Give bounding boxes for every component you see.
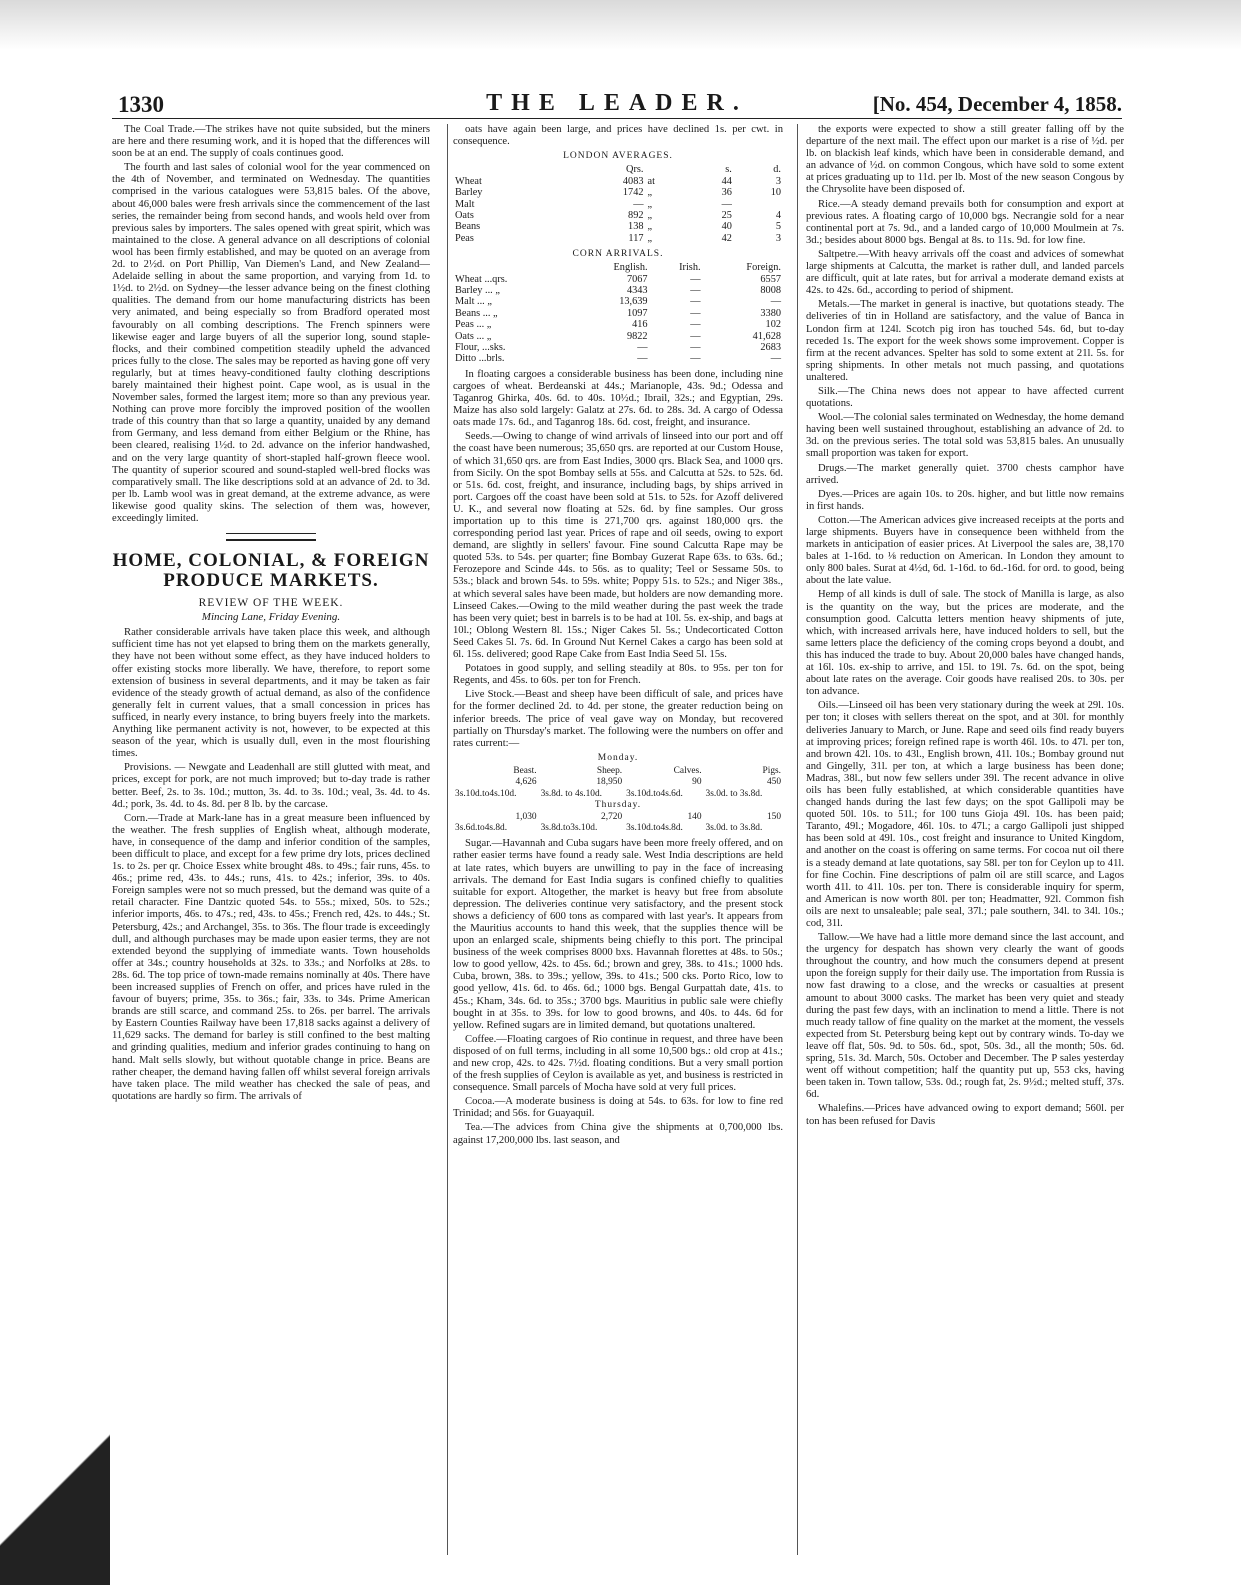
column-rule [447,124,448,1555]
article-tallow: Tallow.—We have had a little more demand since the last account, and the urgency for despatch has shown very clearly the want of goods throughout the country, and how much the consumers depend at present upon the foreign supply for their daily use. The importation from Russia is now fast drawing to a close, and the wrecks or casualties at present amount to about 3000 casks. The market has been very quiet and steady during the past few days, with an inclination to mend a little. There is not much ready tallow of fine quality on the market at the moment, the vessels expected from St. Petersburg being kept out by contrary winds. To-day we leave off flat, 50s. 9d. to 50s. 6d., spot, 50s. 3d., all the month; 50s. 6d. spring, 51s. 3d. March, 50s. October and December. The P sales yesterday went off without competition; half the quantity put up, 553 cks, having been taken in. Town tallow, 53s. 0d.; rough fat, 2s. 9½d.; melted stuff, 37s. 6d. [806,932,1124,1101]
page-header [112,88,1122,119]
table-row: Barley ... „ 4343 — 8008 [455,285,781,297]
london-averages-table [453,164,783,244]
article-potatoes: Potatoes in good supply, and selling steadily at 80s. to 95s. per ton for Regents, and 45s. to 60s. per ton for French. [453,663,783,687]
issue-date: [No. 454, December 4, 1858. [872,92,1122,116]
article-metals: Metals.—The market in general is inactive, but quotations steady. The deliveries of tin in Holland are satisfactory, and the value of Banca in London firm at 124l. Scotch pig iron has touched 54s. 6d, but to-day receded 1s. The export for the week shows some improvement. Copper is firm at the recent advances. Spelter has sold to some extent at 21l. 5s. for spring shipments. In other metals not much passing, and quotations unaltered. [806,299,1124,383]
article-cotton: Cotton.—The American advices give increased receipts at the ports and large shipments. Buyers have in consequence been withheld from the markets in anticipation of easier prices. At Liverpool the sales are, 38,170 bales at 1-16d. to ⅛ reduction on American. In London they amount to only 800 bales. Surat at 4½d, 6d. 1-16d. to 6d.-16d. for ord. to good, being about the late value. [806,514,1124,587]
london-averages-caption: LONDON AVERAGES. [563,151,673,162]
table-row: 1,030 2,720 140 150 [515,811,781,822]
article-coffee: Coffee.—Floating cargoes of Rio continue in request, and three have been disposed of on full terms, including in all some 10,500 bgs.: old crop at 41s.; and new crop, 42s. to 42s. 7½d. floating conditions. But a very small portion of the fresh supplies of Ceylon is available as yet, and business is restricted in consequence. Small parcels of Mocha have sold at very full prices. [453,1033,783,1094]
article-hemp: Hemp of all kinds is dull of sale. The stock of Manilla is large, as also is the quantity on the way, but the prices are moderate, and the consumption good. Calcutta letters mention heavy shipments of jute, which, with increased arrivals here, have induced holders to sell, but the same letters place the deficiency of the coming crops beyond a doubt, and this has induced the trade to buy. About 20,000 bales have changed hands, at 16l. 10s. ex-ship to arrive, and 15l. to 19l. 7s. 6d. on the spot, being about late rates on the average. Coir goods have realised 20s. to 30s. per ton advance. [806,589,1124,698]
table-row: Beans 138 „ 40 5 [455,221,781,233]
article-coal-trade: The Coal Trade.—The strikes have not quite subsided, but the miners are here and there resuming work, and it is hoped that the differences will soon be at an end. The supply of coals continues good. [112,124,430,160]
table-row: Flour, ...sks. — — 2683 [455,342,781,354]
masthead-title: THE LEADER. [486,90,748,116]
article-seeds: Seeds.—Owing to change of wind arrivals of linseed into our port and off the coast have been numerous; 35,650 qrs. are reported at our Custom House, of which 31,650 qrs. are from East Indies, 3000 qrs. Black Sea, and 1000 qrs. from Sicily. On the spot Bombay sells at 55s. and Calcutta at 52s. to 52s. 6d. or 51s. 6d. cost, freight, and insurance, including bags, by ships arrived in port. Cargoes off the coast have been sold at 51s. to 52s. for Azoff delivered U. K., and several now floating at 52s. 6d. by fine samples. Our gross importation up to this time is 271,700 qrs. against 180,000 qrs. the corresponding period last year. Prices of rape and oil seeds, owing to export demand, are slightly in sellers' favour. Fine sound Calcutta Rape may be quoted 53s. to 54s. per quarter; fine Bombay Guzerat Rape 63s. to 63s. 6d.; Ferozepore and Scinde 44s. to 56s. as to quality; Teel or Sessame 50s. to 53s.; black and brown 54s. to 59s. white; Poppy 51s. to 52s.; and Niger 38s., at which several sales have been made, but holders are now demanding more. Linseed Cakes.—Owing to the mild weather during the past week the trade has been very quiet; best in barrels is to be had at 10l. 5s. ex-ship, and bags at 10l.; Oblong Western 8l. 15s.; Niger Cakes 5l. 5s.; Undecorticated Cotton Seed Cakes 5l. 7s. 6d. In Ground Nut Kernel Cakes a cargo has been sold at 6l. 15s. delivered; good Rape Cake from East India Seed 5l. 15s. [453,431,783,661]
table-row: Oats 892 „ 25 4 [455,209,781,221]
corn-arrivals-caption: CORN ARRIVALS. [572,249,664,260]
table-header-row: Qrs. s. d. [626,164,781,176]
article-sugar: Sugar.—Havannah and Cuba sugars have been more freely offered, and on rather easier terms have found a ready sale. West India descriptions are held at late rates, which buyers are unwilling to pay in the face of increasing arrivals. The demand for East India sugars is confined chiefly to qualities suitable for export. Altogether, the market is heavy but free from absolute depression. The deliveries continue very satisfactory, and the present stock shows a deficiency of 600 tons as compared with last year's. It appears from the Mauritius accounts to hand this week, that the supplies thence will be upon an enlarged scale, shipments being chiefly to this port. The principal business of the week comprises 8000 bxs. Havannah florettes at 48s. to 50s.; low to good yellow, 42s. to 45s. 6d.; brown and grey, 38s. to 41s.; 1000 hds. Cuba, brown, 38s. to 39s.; yellow, 39s. to 41s.; 500 cks. Porto Rico, low to good yellow, 41s. 6d. to 46s. 6d.; 1000 bgs. Bengal Gurpattah date, 41s. to 45s.; Kham, 34s. 6d. to 35s.; 3700 bgs. Mauritius in public sale were chiefly bought in at 35s. to 39s. for low to good browns, and 40s. to 44s. 6d for yellow. Refined sugars are in limited demand, but quotations unaltered. [453,838,783,1031]
article-silk: Silk.—The China news does not appear to have affected current quotations. [806,385,1124,410]
article-drugs: Drugs.—The market generally quiet. 3700 chests camphor have arrived. [806,462,1124,486]
article-tea: Tea.—The advices from China give the shipments at 0,700,000 lbs. against 17,200,000 lbs. last season, and [453,1122,783,1146]
article-tea-continued: the exports were expected to show a still greater falling off by the departure of the next mail. The effect upon our market is a rise of ½d. per lb. on blackish leaf kinds, which have been in considerable demand, and an advance of ½d. on common Congous, which have sold to some extent at prices graduating up to 11d. per lb. Most of the new season Congous by the Chrysolite have been disposed of. [806,124,1124,196]
table-row: Barley 1742 „ 36 10 [455,187,781,199]
corn-arrivals-table [453,262,783,365]
section-heading: HOME, COLONIAL, & FOREIGN PRODUCE MARKETS. [112,550,430,592]
table-row: 3s.10d.to4s.10d. 3s.8d. to 4s.10d. 3s.10d.to4s.6d. 3s.0d. to 3s.8d. [455,788,763,799]
scan-shadow [0,0,1241,50]
review-intro: Rather considerable arrivals have taken place this week, and although sufficient time has not yet elapsed to bring them on the markets generally, they have not been without some effect, as they have induced holders to offer existing stocks more liberally. We have, therefore, to report some extension of business in several departments, and it may be taken as fair evidence of the steady growth of actual demand, as also of the confidence generally felt in current values, that a small concession in prices has sufficed, in nearly every instance, to bring buyers freely into the markets. Anything like permanent activity is not, however, to be expected at this season of the year, which is usually dull, even in the most flourishing times. [112,627,430,760]
table-row: Wheat ...qrs. 7067 — 6557 [455,273,781,285]
article-oats-continued: oats have again been large, and prices have declined 1s. per cwt. in consequence. [453,124,783,148]
page-number: 1330 [118,92,164,117]
article-floating-cargoes: In floating cargoes a considerable business has been done, including nine cargoes of wheat. Berdeanski at 44s.; Marianople, 43s. 9d.; Odessa and Taganrog Ghirka, 40s. 6d. to 40s. 10½d.; Ibrail, 32s.; and Egyptian, 29s. Maize has also sold largely: Galatz at 27s. 6d. to 28s. 3d. A cargo of Odessa oats made 17s. 6d., and Taganrog 18s. 6d. cost, freight, and insurance. [453,368,783,429]
table-row: 3s.6d.to4s.8d. 3s.8d.to3s.10d. 3s.10d.to4s.8d. 3s.0d. to 3s.8d. [455,822,763,833]
table-row: Wheat 4083 at 44 3 [455,175,781,187]
table-header-row: English. Irish. Foreign. [613,262,781,274]
monday-caption: Monday. [597,752,639,763]
column-rule [797,124,798,1555]
table-row: Ditto ...brls. — — — [455,353,781,365]
table-row: Malt — „ — [455,198,732,210]
scan-corner-shadow [0,1420,110,1585]
table-row: Malt ... „ 13,639 — — [455,296,781,308]
table-row: Oats ... „ 9822 — 41,628 [455,330,781,342]
section-separator [226,533,316,541]
article-live-stock: Live Stock.—Beast and sheep have been difficult of sale, and prices have for the former declined 2d. to 4d. per stone, the greater reduction being on inferior breeds. The price of veal gave way on Monday, but recovered partially on Thursday's market. The following were the numbers on offer and rates current:— [453,689,783,749]
column-2 [453,124,783,1567]
article-corn: Corn.—Trade at Mark-lane has in a great measure been influenced by the weather. The fresh supplies of English wheat, although moderate, have, in consequence of the damp and inferior condition of the samples, been difficult to place, and except for a few prime dry lots, prices declined 1s. to 2s. per qr. Choice Essex white brought 48s. to 49s.; fair runs, 45s. to 46s.; prime red, 43s. to 44s.; runs, 41s. to 42s.; inferior, 39s. to 40s. Foreign samples were not so much pressed, but the demand was quite of a retail character. Fine Dantzic quoted 54s. to 55s.; mixed, 50s. to 52s.; inferior imports, 46s. to 47s.; red, 43s. to 45s.; French red, 42s. to 44s.; St. Petersburg, 42s.; and Archangel, 35s. to 36s. The flour trade is exceedingly dull, and although purchases may be made upon easier terms, they are not extended beyond the supplying of immediate wants. Town households offer at 34s.; country households at 32s. to 33s.; and Norfolks at 28s. to 28s. 6d. The top price of town-made remains nominally at 40s. There have been increased supplies of French on offer, and prices have ruled in the favour of buyers; prime, 35s. to 36s.; fair, 33s. to 34s. Prime American brands are still scarce, and command 25s. to 26s. per barrel. The arrivals by Eastern Counties Railway have been 17,818 sacks against a delivery of 11,629 sacks. The demand for barley is still confined to the best malting and grinding qualities, medium and inferior grades continuing to hang on hand. Malt sells slowly, but without quotable change in price. Beans are rather cheaper, the demand having fallen off whilst several foreign arrivals have taken place. The mild weather has checked the sale of peas, and quotations are hardly so firm. The arrivals of [112,812,430,1102]
article-saltpetre: Saltpetre.—With heavy arrivals off the coast and advices of somewhat large shipments at Calcutta, the market is rather dull, and landed parcels are difficult, quit at late rates, but for arrival a moderate demand exists at 42s. to 42s. 6d., according to period of shipment. [806,248,1124,297]
table-row: Thursday. [594,800,642,811]
article-whalefins: Whalefins.—Prices have advanced owing to export demand; 560l. per ton has been refused for Davis [806,1103,1124,1127]
article-dyes: Dyes.—Prices are again 10s. to 20s. higher, and but little now remains in first hands. [806,488,1124,512]
table-row: Peas ... „ 416 — 102 [455,319,781,331]
article-wool-sales: The fourth and last sales of colonial wool for the year commenced on the 4th of November, and terminated on Wednesday. The quantities comprised in the various catalogues were 53,815 bales. Of the above, about 46,000 bales were fresh arrivals since the commencement of the last series, the remainder being from second hands, and wools held over from previous sales by importers. The sales opened with great spirit, which was maintained to the close. A general advance on all descriptions of colonial wool has been firmly established, and may be quoted on an average from 2d. to 2½d. on Port Phillip, Van Diemen's Land, and New Zealand—Adelaide selling in about the same proportion, and varying from 1d. to 1½d. to 2½d. on Sydney—the lesser advance being on the finest clothing qualities. The demand from our home manufacturing districts has been very animated, and being especially so from Bradford operated most favourably on all combing descriptions. The French spinners were likewise eager and large buyers of all the superior long, sound staple-flocks, and their combined competition steadily upheld the advanced prices fully to the close. The sales may be reported as having gone off very regularly, but at times heavy-conditioned faulty clothing descriptions barely maintained their highest point. Cape wool, as is usual in the November sales, formed the largest item; more so than any previous year. Nothing can prove more forcibly the improved position of the woollen trade of this country than that so large a quantity, unaided by any demand from Germany, and less demand from either Belgium or the Rhine, has been cleared, realising 1½d. to 2d. advance on the inferior handwashed, and on the very large quantity of short-stapled half-grown fleece wool. The quantity of superior scoured and sound-stapled well-bred flocks was comparatively small. The like descriptions sold at an advance of 2d. to 3d. per lb. Lamb wool was in great demand, at the extreme advance, as were likewise good quality skins. The selection of them was, however, exceedingly limited. [112,162,430,524]
review-heading: REVIEW OF THE WEEK. [198,597,344,610]
article-provisions: Provisions. — Newgate and Leadenhall are still glutted with meat, and prices, except for pork, are not much improved; but to-day trade is rather better. Beef, 2s. to 3s. 10d.; mutton, 3s. 4d. to 3s. 10d.; veal, 3s. 4d. to 4s. 4d.; pork, 3s. 4d. to 4s. 8d. per 8 lb. by the carcase. [112,762,430,810]
live-stock-table [453,766,783,834]
column-3 [806,124,1124,1567]
table-row: 4,626 18,950 90 450 [515,777,781,788]
table-header-row: Beast. Sheep. Calves. Pigs. [513,765,781,776]
article-cocoa: Cocoa.—A moderate business is doing at 54s. to 63s. for low to fine red Trinidad; and 56s. for Guayaquil. [453,1096,783,1120]
article-oils: Oils.—Linseed oil has been very stationary during the week at 29l. 10s. per ton; it closes with sellers thereat on the spot, and at 30l. for monthly deliveries January to March, or June. Rape and seed oils find ready buyers at improving prices; foreign refined rape is worth 46l. 10s. to 47l. per ton, and brown 42l. 10s. to 43l., English brown, 41l. 10s.; Bombay ground nut and Gingelly, 31l. per ton, at which a large business has been done; Madras, 38l., but now few sellers under 39l. The recent advance in olive oils has been fully established, at which considerable quantities have changed hands during the last few days; on the spot Gallipoli may be quoted 50l. 10s. to 51l.; for 100 tuns Gioja 49l. 10s. has been paid; Taranto, 49l.; Mogadore, 46l. 10s. to 47l.; a cargo Gallipoli just shipped has been sold at 49l. 10s., cost freight and insurance to United Kingdom, and another on the coast is offering on same terms. For cocoa nut oil there is a steady demand at late quotations, say 58l. per ton for Ceylon up to 41l. for fine Cochin. Fine descriptions of palm oil are still scarce, and Lagos worth 41l. to 41l. 10s. per ton. There is considerable inquiry for sperm, and American is now worth 80l. per ton; Headmatter, 92l. Common fish oils are next to unsaleable; pale seal, 37l.; pale southern, 34l. to 34l. 10s.; cod, 31l. [806,700,1124,929]
table-row: Peas 117 „ 42 3 [455,232,781,244]
article-wool: Wool.—The colonial sales terminated on Wednesday, the home demand having been well sustained throughout, establishing an advance of 2d. to 3d. on the previous series. The total sold was 53,815 bales. An unusually small proportion was taken for export. [806,412,1124,460]
column-1 [112,124,430,1567]
dateline: Mincing Lane, Friday Evening. [201,611,341,624]
table-row: Beans ... „ 1097 — 3380 [455,307,781,319]
article-rice: Rice.—A steady demand prevails both for consumption and export at previous rates. A floating cargo of 10,000 bgs. Necrangie sold for a near continental port at 7s. 9d., and a landed cargo of 10,000 Moulmein at 7s. 3d.; besides about 8000 bgs. Bengal at 8s. to 11s. 9d. for low fine. [806,198,1124,246]
